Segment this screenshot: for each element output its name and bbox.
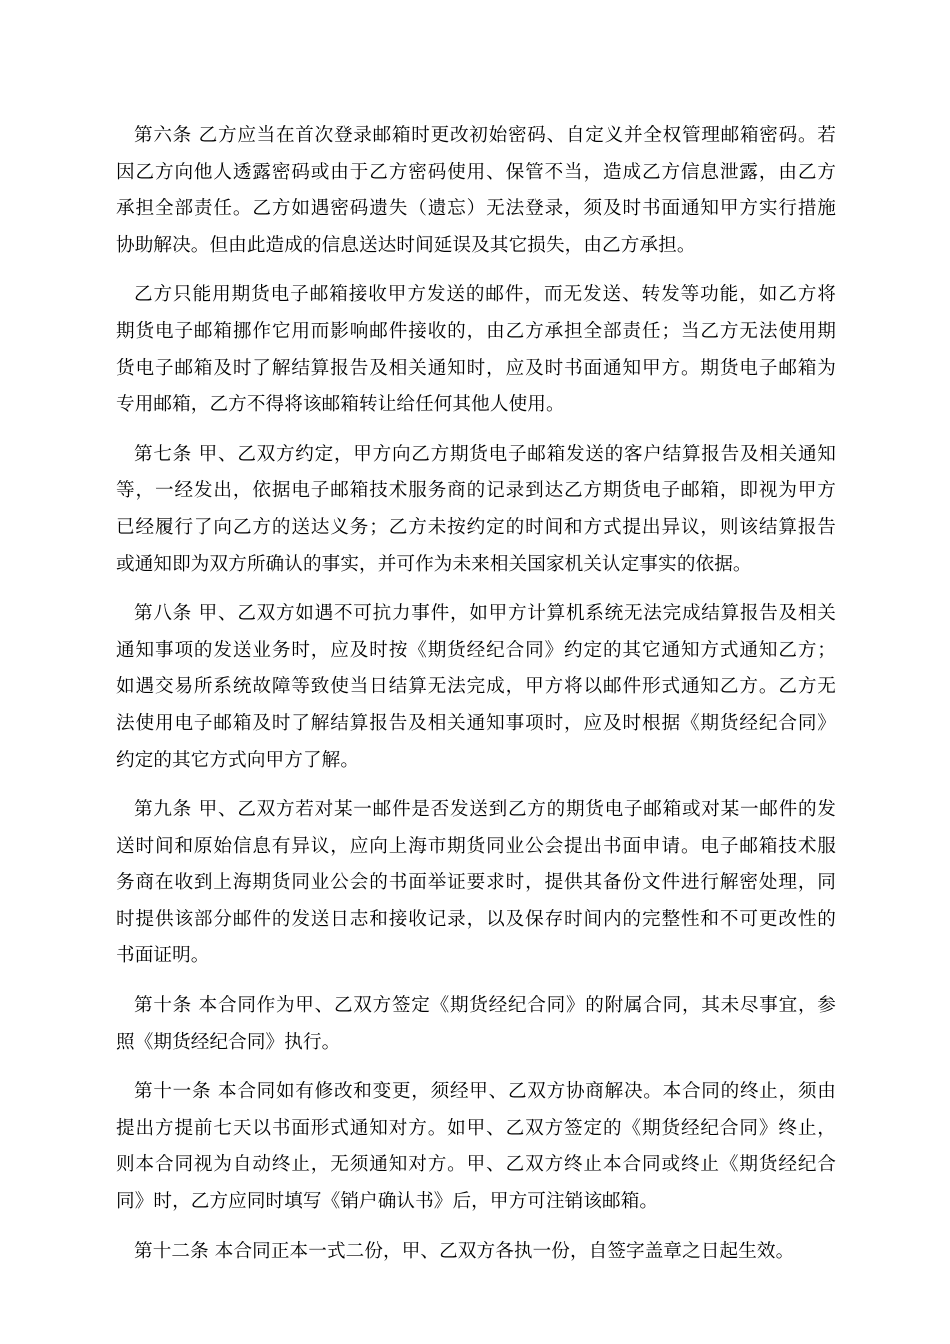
article-12-paragraph xyxy=(116,1234,836,1271)
paragraph-line: 协助解决。但由此造成的信息送达时间延误及其它损失，由乙方承担。 xyxy=(116,234,696,256)
paragraph-line: 第六条 乙方应当在首次登录邮箱时更改初始密码、自定义并全权管理邮箱密码。若 xyxy=(134,125,836,146)
paragraph-line: 通知事项的发送业务时，应及时按《期货经纪合同》约定的其它通知方式通知乙方； xyxy=(116,639,836,661)
paragraph-line: 送时间和原始信息有异议，应向上海市期货同业公会提出书面申请。电子邮箱技术服 xyxy=(116,835,836,857)
paragraph-line: 第九条 甲、乙双方若对某一邮件是否发送到乙方的期货电子邮箱或对某一邮件的发 xyxy=(134,799,836,821)
paragraph-line: 乙方只能用期货电子邮箱接收甲方发送的邮件，而无发送、转发等功能，如乙方将 xyxy=(134,284,836,306)
article-6-paragraph xyxy=(116,118,836,264)
contract-page xyxy=(116,118,836,1283)
paragraph-line: 专用邮箱，乙方不得将该邮箱转让给任何其他人使用。 xyxy=(116,394,565,416)
paragraph-line: 期货电子邮箱挪作它用而影响邮件接收的，由乙方承担全部责任；当乙方无法使用期 xyxy=(116,320,836,342)
paragraph-line: 第十一条 本合同如有修改和变更，须经甲、乙双方协商解决。本合同的终止，须由 xyxy=(134,1081,836,1103)
paragraph-line: 第七条 甲、乙双方约定，甲方向乙方期货电子邮箱发送的客户结算报告及相关通知 xyxy=(134,443,836,465)
article-8-paragraph xyxy=(116,596,836,779)
paragraph-line: 约定的其它方式向甲方了解。 xyxy=(116,749,360,771)
article-9-paragraph xyxy=(116,792,836,975)
paragraph-line: 已经履行了向乙方的送达义务；乙方未按约定的时间和方式提出异议，则该结算报告 xyxy=(116,516,836,538)
article-7-paragraph xyxy=(116,437,836,583)
email-usage-paragraph xyxy=(116,277,836,423)
paragraph-line: 货电子邮箱及时了解结算报告及相关通知时，应及时书面通知甲方。期货电子邮箱为 xyxy=(116,357,836,379)
paragraph-line: 法使用电子邮箱及时了解结算报告及相关通知事项时，应及时根据《期货经纪合同》 xyxy=(116,712,836,734)
paragraph-line: 照《期货经纪合同》执行。 xyxy=(116,1031,341,1053)
paragraph-line: 因乙方向他人透露密码或由于乙方密码使用、保管不当，造成乙方信息泄露，由乙方 xyxy=(116,161,836,183)
paragraph-line: 书面证明。 xyxy=(116,945,210,967)
paragraph-line: 时提供该部分邮件的发送日志和接收记录，以及保存时间内的完整性和不可更改性的 xyxy=(116,908,836,930)
paragraph-line: 同》时，乙方应同时填写《销户确认书》后，甲方可注销该邮箱。 xyxy=(116,1191,659,1213)
paragraph-line: 则本合同视为自动终止，无须通知对方。甲、乙双方终止本合同或终止《期货经纪合 xyxy=(116,1154,836,1176)
paragraph-line: 或通知即为双方所确认的事实，并可作为未来相关国家机关认定事实的依据。 xyxy=(116,553,752,575)
article-10-paragraph xyxy=(116,988,836,1061)
paragraph-line: 第十条 本合同作为甲、乙双方签定《期货经纪合同》的附属合同，其未尽事宜，参 xyxy=(134,995,836,1017)
paragraph-line: 如遇交易所系统故障等致使当日结算无法完成，甲方将以邮件形式通知乙方。乙方无 xyxy=(116,676,836,698)
paragraph-line: 等，一经发出，依据电子邮箱技术服务商的记录到达乙方期货电子邮箱，即视为甲方 xyxy=(116,480,836,502)
article-11-paragraph xyxy=(116,1074,836,1220)
paragraph-line: 第十二条 本合同正本一式二份，甲、乙双方各执一份，自签字盖章之日起生效。 xyxy=(134,1240,795,1262)
paragraph-line: 第八条 甲、乙双方如遇不可抗力事件，如甲方计算机系统无法完成结算报告及相关 xyxy=(134,603,836,625)
paragraph-line: 承担全部责任。乙方如遇密码遗失（遗忘）无法登录，须及时书面通知甲方实行措施 xyxy=(116,198,836,220)
paragraph-line: 务商在收到上海期货同业公会的书面举证要求时，提供其备份文件进行解密处理，同 xyxy=(116,872,836,894)
paragraph-line: 提出方提前七天以书面形式通知对方。如甲、乙双方签定的《期货经纪合同》终止， xyxy=(116,1117,836,1139)
